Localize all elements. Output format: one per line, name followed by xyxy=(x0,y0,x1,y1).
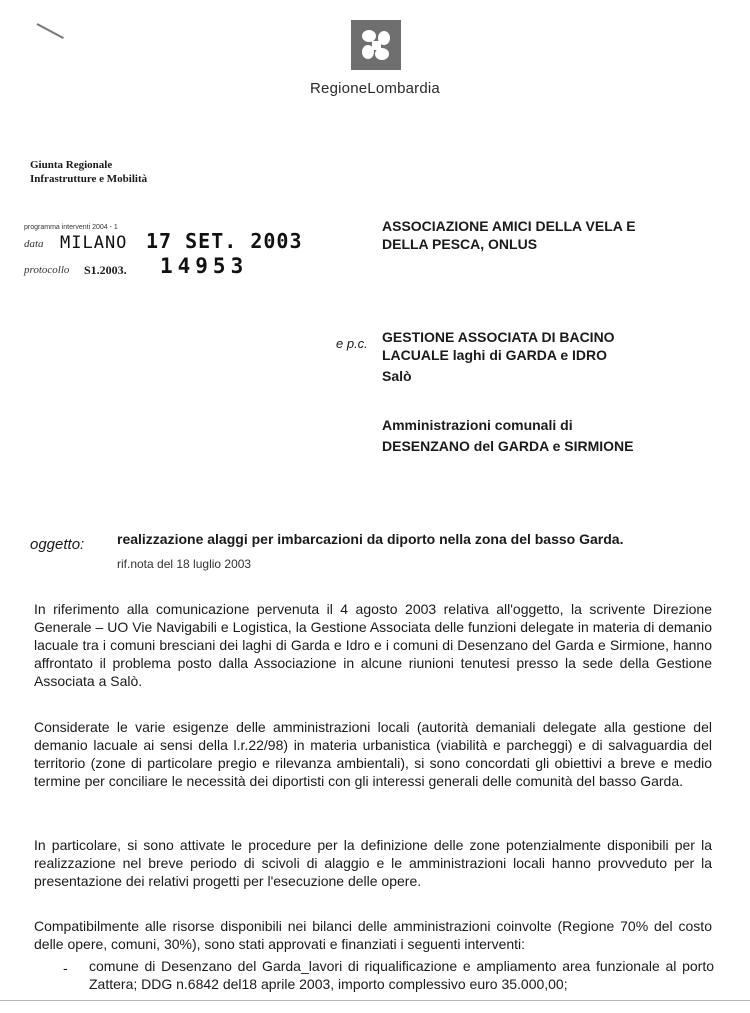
body-paragraph-3: In particolare, si sono attivate le procedure per la definizione delle zone potenzialmente disponibili per la realizzazione nel breve periodo di scivoli di alaggio e le amministrazioni locali hanno provveduto per la presentazione dei relativi progetti per l'esecuzione delle opere. xyxy=(34,837,712,889)
data-city: MILANO xyxy=(60,233,128,253)
department-line: Infrastrutture e Mobilità xyxy=(30,173,148,185)
protocollo-label: protocollo xyxy=(24,264,70,276)
recipient-line: GESTIONE ASSOCIATA DI BACINO xyxy=(382,329,615,345)
cc-recipient-gestione xyxy=(382,328,615,385)
subject-text: realizzazione alaggi per imbarcazioni da diporto nella zona del basso Garda. xyxy=(117,531,624,547)
body-paragraph-4: Compatibilmente alle risorse disponibili nei bilanci delle amministrazioni coinvolte (Regione 70% del costo delle opere, comuni, 30%), sono stati approvati e finanziati i seguenti interventi: xyxy=(34,918,712,952)
bullet-marker: - xyxy=(63,960,68,976)
body-paragraph-1: In riferimento alla comunicazione pervenuta il 4 agosto 2003 relativa all'oggetto, la scrivente Direzione Generale – UO Vie Navigabili e Logistica, la Gestione Associata delle funzioni delegate in materia di demanio lacuale tra i comuni bresciani dei laghi di Garda e Idro e i comuni di Desenzano del Garda e Sirmione, hanno affrontato il problema posto dalla Associazione in alcune riunioni tenutesi presso la sede della Gestione Associata a Salò. xyxy=(34,601,712,689)
primary-recipient xyxy=(382,217,636,253)
recipient-line: DESENZANO del GARDA e SIRMIONE xyxy=(382,438,634,454)
department-block xyxy=(30,158,147,186)
recipient-line: ASSOCIAZIONE AMICI DELLA VELA E xyxy=(382,218,636,234)
recipient-line: Salò xyxy=(382,368,412,384)
page-edge-divider xyxy=(0,1000,750,1001)
cc-label: e p.c. xyxy=(336,336,368,351)
data-label: data xyxy=(24,238,44,250)
bullet-item: comune di Desenzano del Garda_lavori di riqualificazione e ampliamento area funzionale al porto Zattera; DDG n.6842 del18 aprile 2003, importo complessivo euro 35.000,00; xyxy=(89,958,714,992)
subject-label: oggetto: xyxy=(30,536,85,553)
protocollo-prefix: S1.2003. xyxy=(84,263,127,277)
recipient-line: DELLA PESCA, ONLUS xyxy=(382,236,538,252)
recipient-line: LACUALE laghi di GARDA e IDRO xyxy=(382,347,608,363)
regione-lombardia-logo-icon xyxy=(351,20,401,70)
recipient-line: Amministrazioni comunali di xyxy=(382,417,573,433)
brand-name: RegioneLombardia xyxy=(310,80,440,97)
subject-reference: rif.nota del 18 luglio 2003 xyxy=(117,557,252,571)
scan-mark xyxy=(37,23,64,39)
cc-recipient-comuni xyxy=(382,416,634,455)
department-line: Giunta Regionale xyxy=(30,159,113,171)
protocollo-number: 14953 xyxy=(160,254,249,278)
programma-note: programma interventi 2004 - 1 xyxy=(24,224,118,231)
body-paragraph-2: Considerate le varie esigenze delle amministrazioni locali (autorità demaniali delegate alla gestione del demanio lacuale ai sensi della l.r.22/98) in materia urbanistica (viabilità e parcheggi) e di salvaguardia del territorio (zone di particolare pregio e rilevanza ambientali), si sono concordati gli obiettivi a breve e medio termine per conciliare le necessità dei diportisti con gli interessi generali delle comunità del basso Garda. xyxy=(34,719,712,789)
data-date: 17 SET. 2003 xyxy=(146,229,303,253)
